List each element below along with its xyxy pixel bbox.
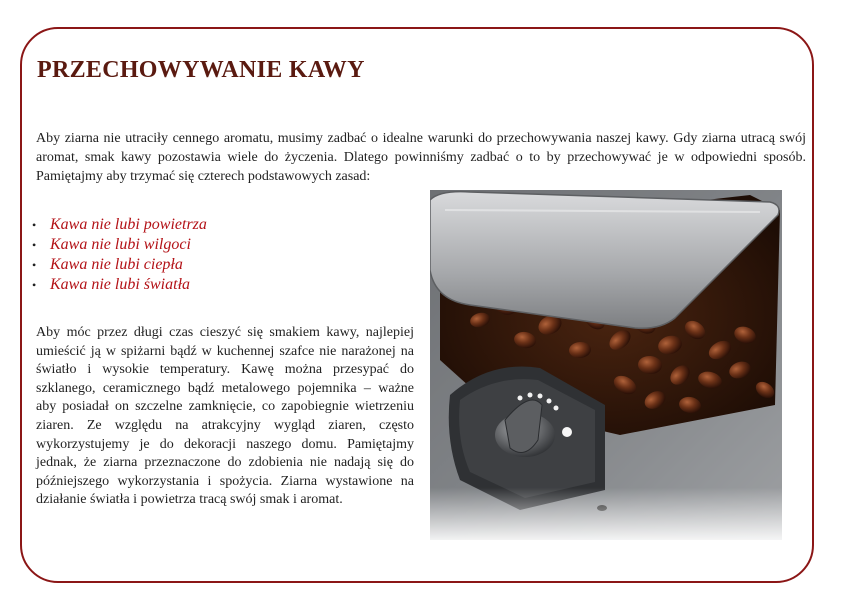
coffee-bean-container-photo (430, 190, 782, 540)
rule-item: • Kawa nie lubi wilgoci (32, 235, 207, 255)
rule-item: • Kawa nie lubi ciepła (32, 255, 207, 275)
page-title: PRZECHOWYWANIE KAWY (37, 57, 365, 83)
rule-item: • Kawa nie lubi światła (32, 275, 207, 295)
rule-item: • Kawa nie lubi powietrza (32, 215, 207, 235)
intro-paragraph: Aby ziarna nie utraciły cennego aromatu, musimy zadbać o idealne warunki do przechowywania naszej kawy. Gdy ziarna utracą swój aromat, smak kawy pozostawia wiele do życzenia. Dlatego powinniśmy zadbać o to by przechowywać je w odpowiedni sposób. Pamiętajmy aby trzymać się czterech podstawowych zasad: (36, 131, 806, 184)
body-paragraph: Aby móc przez długi czas cieszyć się smakiem kawy, najlepiej umieścić ją w spiżarni bądź w kuchennej szafce nie narażonej na światło i wysokie temperatury. Kawę można przesypać do szklanego, ceramicznego bądź metalowego pojemnika – ważne aby posiadał on szczelne zamknięcie, co zapobiegnie wietrzeniu ziaren. Ze względu na atrakcyjny wygląd ziaren, często wykorzystujemy je do dekoracji naszego domu. Pamiętajmy jednak, że ziarna przeznaczone do zdobienia nie nadają się do późniejszego wykorzystania i spożycia. Ziarna wystawione na działanie światła i powietrza tracą swój smak i aromat. (36, 325, 414, 508)
rules-list (32, 215, 207, 295)
